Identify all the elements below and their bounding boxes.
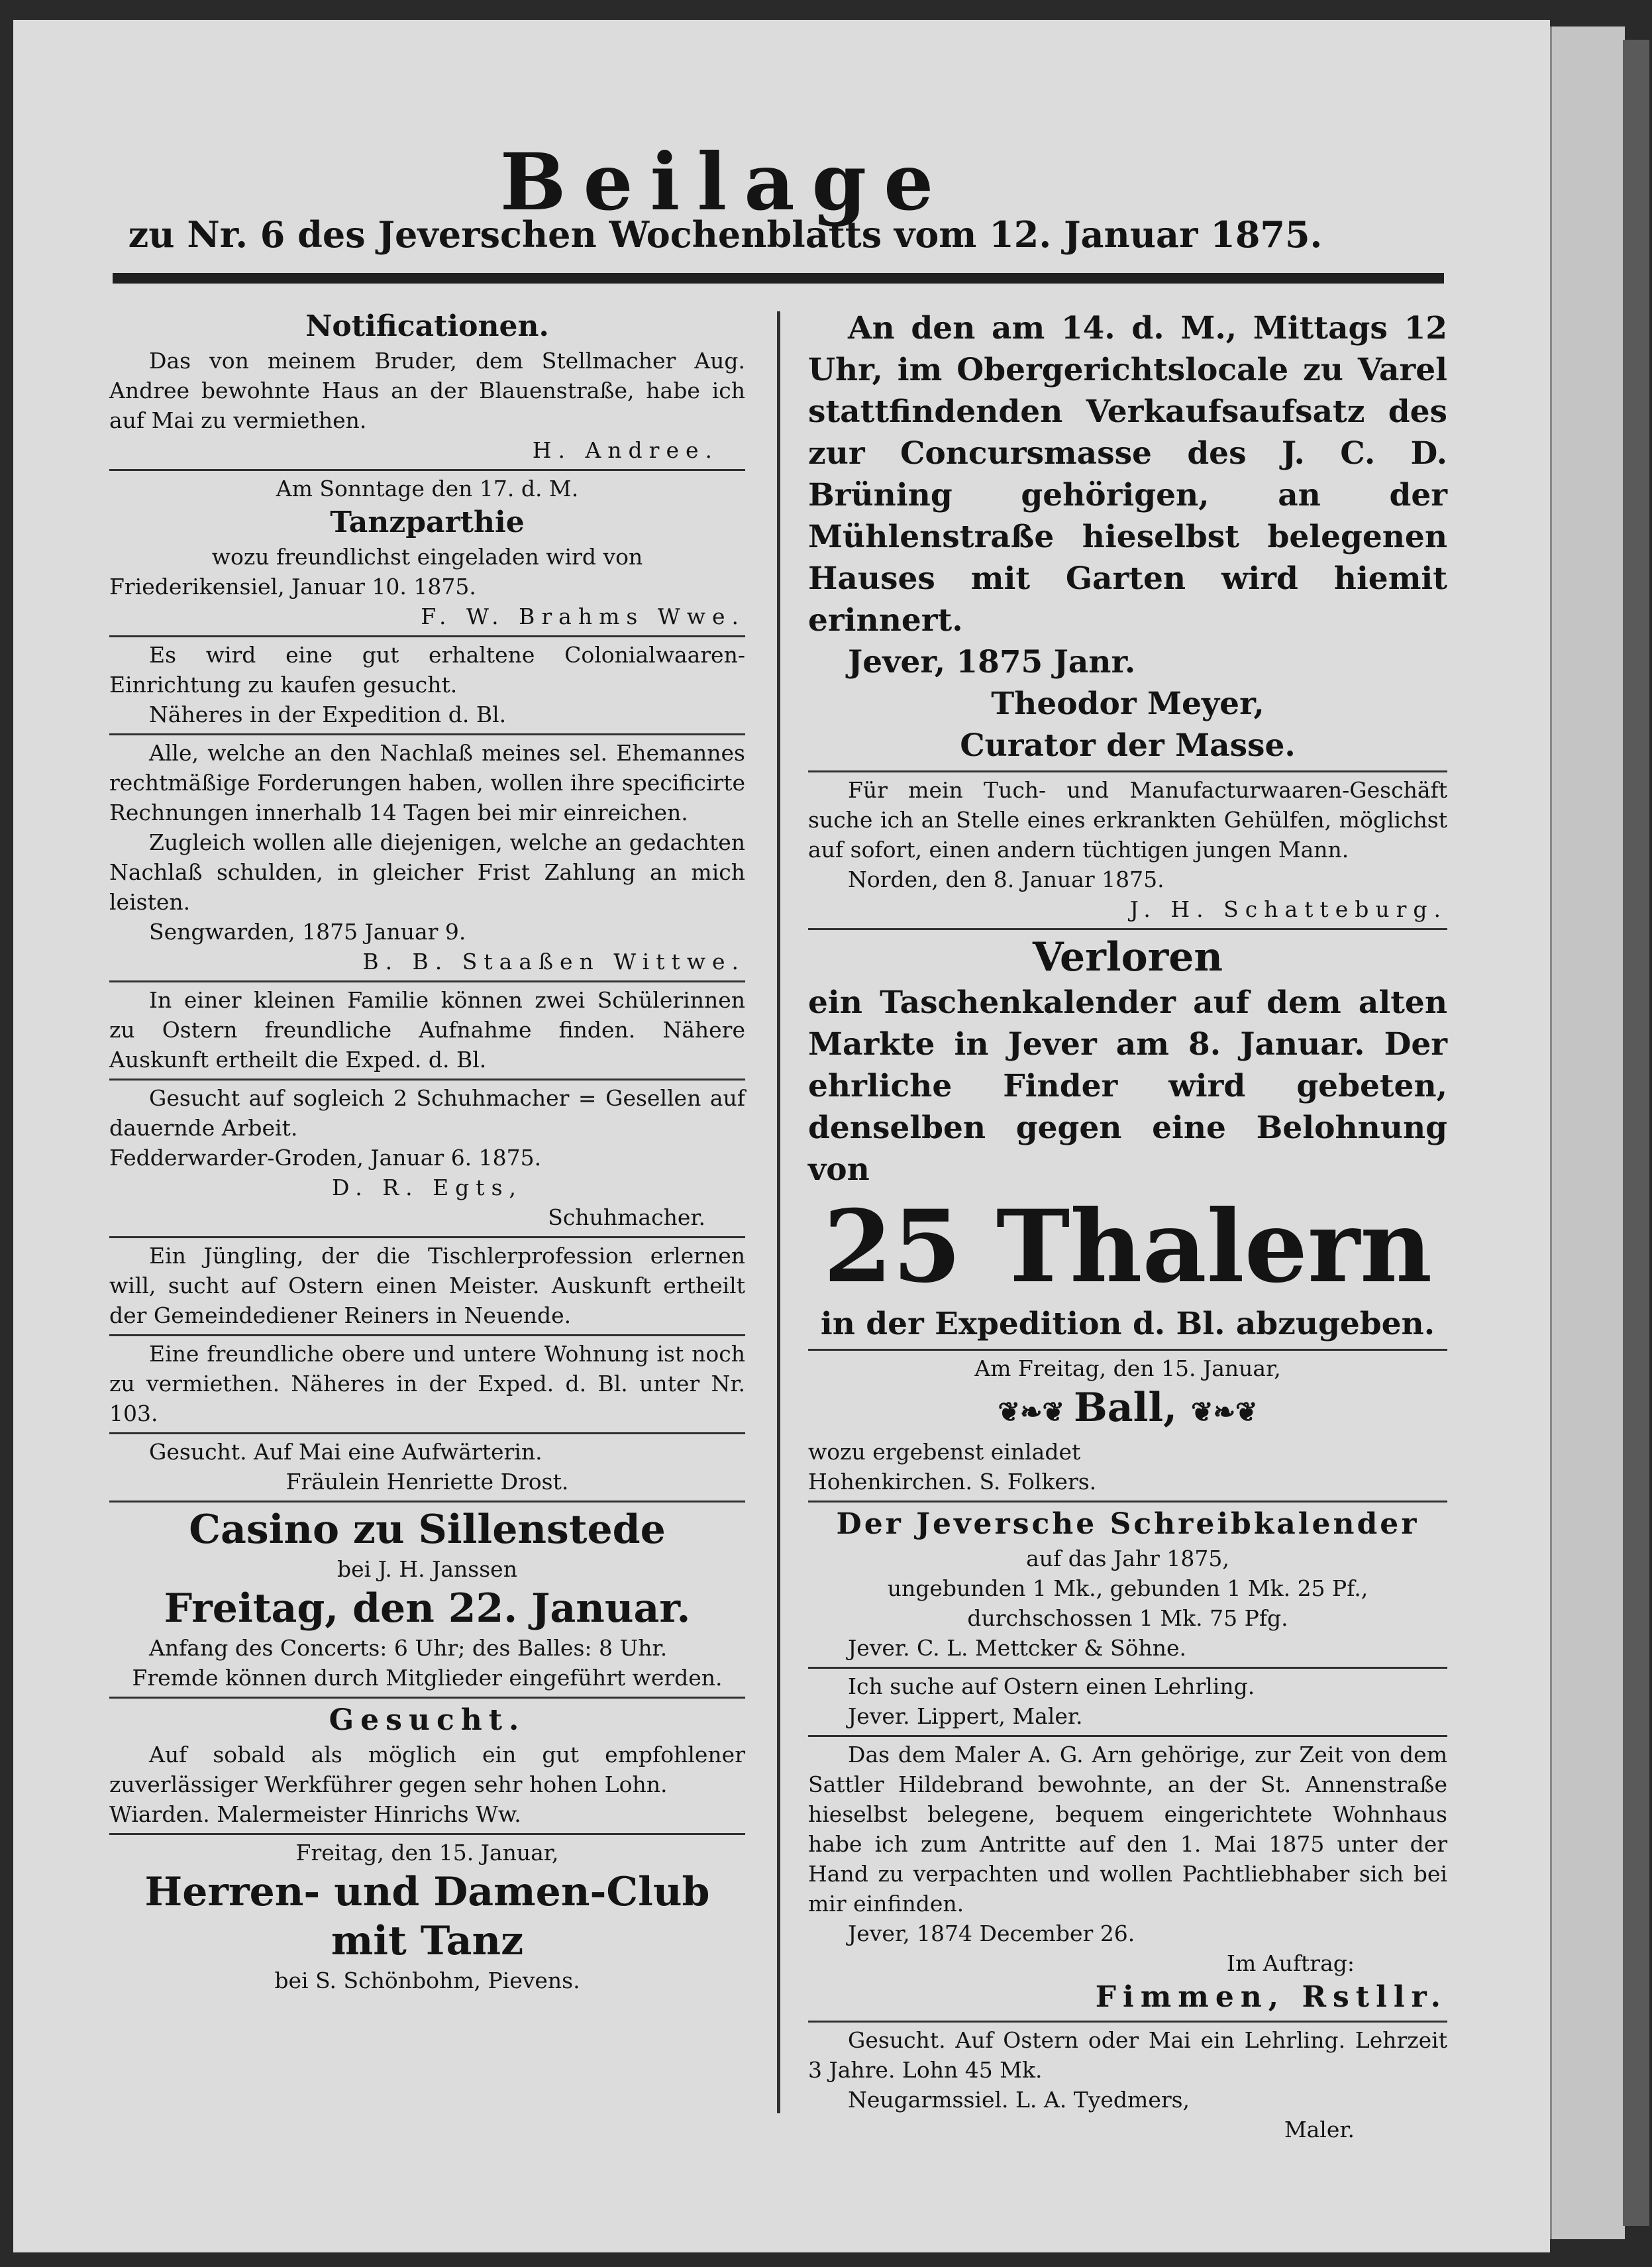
notice-text: Jever, 1875 Janr. — [848, 644, 1136, 680]
notice-text: Eine freundliche obere und untere Wohnung ist noch zu vermiethen. Näheres in der Exped. d. Bl. unter Nr. 103. — [109, 1341, 745, 1426]
page-edge — [1550, 26, 1625, 2239]
notice-text: Das dem Maler A. G. Arn gehörige, zur Zeit von dem Sattler Hildebrand bewohnte, an der St. Annenstraße hieselbst belegene, bequem eingerichtete Wohnhaus habe ich zum Antritte auf den 1. Mai 1875 unter der Hand zu verpachten und wollen Pachtliebhaber sich bei mir einfinden. — [808, 1742, 1447, 1917]
supplement-subtitle: zu Nr. 6 des Jeverschen Wochenblatts vom 12. Januar 1875. — [128, 213, 1323, 256]
notice-text: Auf sobald als möglich ein gut empfohlener zuverlässiger Werkführer gegen sehr hohen Lohn. — [109, 1742, 745, 1797]
notice-tanzparthie — [109, 471, 745, 637]
ornament-right-icon: ❦❧❦ — [1190, 1397, 1258, 1428]
notice-ball — [808, 1351, 1447, 1503]
notice-signature: D. R. Egts, — [332, 1175, 523, 1200]
notice-signature: Theodor Meyer, — [991, 686, 1265, 722]
notice-text: Freitag, den 15. Januar, — [295, 1840, 559, 1866]
notice-text: ein Taschenkalender auf dem alten Markte in Jever am 8. Januar. Der ehrliche Finder wird gebeten, denselben gegen eine Belohnung von — [808, 984, 1447, 1188]
notice-text: Gesucht. Auf Mai eine Aufwärterin. — [149, 1439, 542, 1465]
reward-amount: 25 Thalern — [823, 1188, 1433, 1305]
notice-text: ungebunden 1 Mk., gebunden 1 Mk. 25 Pf., durchschossen 1 Mk. 75 Pfg. — [887, 1575, 1368, 1631]
notice-schuhmacher — [109, 1081, 745, 1238]
notice-aufwaerterin — [109, 1434, 745, 1503]
notice-nachlass — [109, 735, 745, 982]
supplement-title: Beilage — [499, 136, 951, 228]
left-column — [109, 305, 745, 1999]
notice-lehrling-tyedmers — [808, 2023, 1447, 2148]
notice-text: In einer kleinen Familie können zwei Schülerinnen zu Ostern freundliche Aufnahme finden. Nähere Auskunft ertheilt die Exped. d. Bl. — [109, 987, 745, 1073]
notice-signature: Maler. — [1284, 2117, 1355, 2142]
notice-headline — [808, 1383, 1447, 1437]
notice-gehuelfe — [808, 772, 1447, 930]
binding-shadow — [1623, 40, 1649, 2226]
notice-text: Ein Jüngling, der die Tischlerprofession erlernen will, sucht auf Ostern einen Meister. Auskunft ertheilt der Gemeindediener Reiners in Neuende. — [109, 1243, 745, 1328]
notice-text: Es wird eine gut erhaltene Colonialwaaren-Einrichtung zu kaufen gesucht. — [109, 642, 745, 698]
notice-text: in der Expedition d. Bl. abzugeben. — [820, 1306, 1435, 1342]
notice-text: wozu ergebenst einladet — [808, 1439, 1081, 1465]
notice-text: An den am 14. d. M., Mittags 12 Uhr, im Obergerichtslocale zu Varel stattfindenden Verkaufsaufsatz des zur Concursmasse des J. C. D. Brüning gehörigen, an der Mühlenstraße hieselbst belegenen Hauses mit Garten wird hiemit erinnert. — [808, 310, 1447, 639]
column-separator — [777, 311, 780, 2113]
notice-text: Am Freitag, den 15. Januar, — [974, 1355, 1281, 1381]
notice-headline: Verloren — [1032, 934, 1223, 980]
right-column — [808, 305, 1447, 2148]
notice-tischler — [109, 1238, 745, 1336]
notice-signature: Jever. C. L. Mettcker & Söhne. — [848, 1635, 1186, 1661]
notice-signature: bei S. Schönbohm, Pievens. — [274, 1968, 580, 1993]
notice-headline: Der Jeversche Schreibkalender — [836, 1507, 1420, 1541]
notice-signature: Jever. Lippert, Maler. — [848, 1703, 1083, 1729]
notice-signature: Wiarden. Malermeister Hinrichs Ww. — [109, 1801, 521, 1827]
notice-wohnhaus — [808, 1737, 1447, 2023]
notice-signature: B. B. Staaßen Wittwe. — [362, 949, 745, 975]
notice-verkaufsaufsatz — [808, 305, 1447, 772]
notice-headline: Gesucht. — [329, 1703, 526, 1737]
notice-headline: Casino zu Sillenstede — [189, 1506, 666, 1553]
notice-signature: H. Andree. — [532, 437, 719, 463]
notice-signature: Fimmen, Rstllr. — [1095, 1980, 1447, 2014]
notice-text: Sengwarden, 1875 Januar 9. — [149, 919, 466, 945]
notice-headline: Tanzparthie — [330, 505, 525, 539]
notice-wohnung — [109, 1336, 745, 1434]
ball-headline: Ball, — [1073, 1385, 1178, 1431]
notice-text: Norden, den 8. Januar 1875. — [848, 867, 1164, 892]
notice-club — [109, 1835, 745, 1999]
notice-text: Friederikensiel, Januar 10. 1875. — [109, 574, 476, 600]
notice-headline: Herren- und Damen-Club — [144, 1869, 710, 1915]
notice-casino — [109, 1503, 745, 1699]
notice-text: Ich suche auf Ostern einen Lehrling. — [848, 1673, 1255, 1699]
notice-signature: J. H. Schatteburg. — [1129, 896, 1447, 922]
notice-text: Gesucht auf sogleich 2 Schuhmacher = Gesellen auf dauernde Arbeit. — [109, 1085, 745, 1141]
section-heading: Notificationen. — [305, 309, 549, 343]
notice-signature: Curator der Masse. — [960, 727, 1296, 764]
ornament-left-icon: ❦❧❦ — [998, 1397, 1074, 1428]
notice-text: Zugleich wollen alle diejenigen, welche an gedachten Nachlaß schulden, in gleicher Frist Zahlung an mich leisten. — [109, 829, 745, 915]
notice-text: Das von meinem Bruder, dem Stellmacher Aug. Andree bewohnte Haus an der Blauenstraße, habe ich auf Mai zu vermiethen. — [109, 348, 745, 433]
notice-werkfuehrer — [109, 1699, 745, 1835]
notice-text: auf das Jahr 1875, — [1026, 1546, 1229, 1571]
notice-signature: Schuhmacher. — [548, 1204, 705, 1230]
notice-andree — [109, 305, 745, 471]
notice-signature: F. W. Brahms Wwe. — [421, 604, 745, 629]
notice-schuelerinnen — [109, 982, 745, 1081]
notice-text: Fedderwarder-Groden, Januar 6. 1875. — [109, 1145, 542, 1171]
notice-text: Alle, welche an den Nachlaß meines sel. Ehemannes rechtmäßige Forderungen haben, wollen ihre specificirte Rechnungen innerhalb 14 Tagen bei mir einreichen. — [109, 740, 745, 825]
notice-headline: Freitag, den 22. Januar. — [164, 1585, 691, 1632]
notice-text: Jever, 1874 December 26. — [848, 1921, 1135, 1946]
notice-signature: Im Auftrag: — [1226, 1950, 1355, 1976]
notice-text: bei J. H. Janssen — [337, 1556, 517, 1582]
notice-schreibkalender — [808, 1503, 1447, 1669]
notice-colonialwaaren — [109, 637, 745, 735]
notice-signature: Fräulein Henriette Drost. — [285, 1469, 569, 1495]
notice-verloren — [808, 930, 1447, 1351]
notice-text: Fremde können durch Mitglieder eingeführt werden. — [132, 1665, 723, 1691]
notice-signature: Hohenkirchen. S. Folkers. — [808, 1469, 1097, 1495]
notice-text: Näheres in der Expedition d. Bl. — [149, 702, 507, 727]
notice-signature: Neugarmssiel. L. A. Tyedmers, — [848, 2087, 1190, 2113]
notice-text: Gesucht. Auf Ostern oder Mai ein Lehrling. Lehrzeit 3 Jahre. Lohn 45 Mk. — [808, 2027, 1447, 2083]
notice-text: Für mein Tuch- und Manufacturwaaren-Geschäft suche ich an Stelle eines erkrankten Gehülfen, möglichst auf sofort, einen andern tüchtigen jungen Mann. — [808, 777, 1447, 863]
notice-text: Anfang des Concerts: 6 Uhr; des Balles: 8 Uhr. — [149, 1635, 668, 1661]
notice-headline: mit Tanz — [331, 1918, 524, 1964]
notice-text: wozu freundlichst eingeladen wird von — [211, 544, 643, 570]
notice-text: Am Sonntage den 17. d. M. — [276, 476, 579, 501]
notice-lehrling-lippert — [808, 1669, 1447, 1737]
header-rule — [113, 273, 1444, 284]
